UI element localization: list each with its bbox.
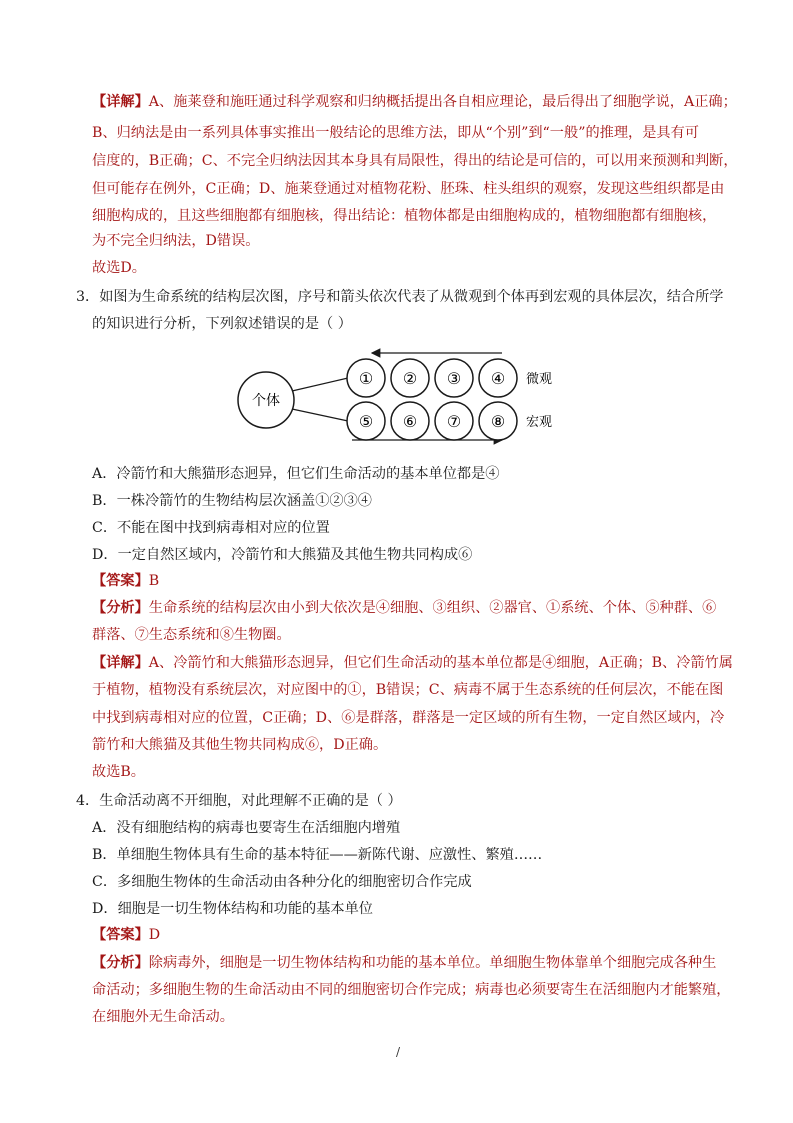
question-stem: 的知识进行分析，下列叙述错误的是（ ）: [92, 316, 352, 332]
analysis-line: 群落、⑦生态系统和⑧生物圈。: [92, 627, 291, 643]
option: C．不能在图中找到病毒相对应的位置: [92, 520, 330, 536]
option: D．细胞是一切生物体结构和功能的基本单位: [92, 901, 373, 917]
analysis-line: 【分析】除病毒外，细胞是一切生物体结构和功能的基本单位。单细胞生物体靠单个细胞完成各种生: [92, 955, 717, 971]
question-stem: 3．如图为生命系统的结构层次图，序号和箭头依次代表了从微观到个体再到宏观的具体层次，结合所学: [76, 289, 724, 305]
analysis-line: 命活动；多细胞生物的生命活动由不同的细胞密切合作完成；病毒也必须要寄生在活细胞内才能繁殖，: [92, 982, 731, 998]
detail-tag: 【详解】: [92, 655, 149, 671]
connector-bottom: [292, 409, 348, 421]
conclusion: 故选B。: [92, 764, 145, 780]
option: D．一定自然区域内，冷箭竹和大熊猫及其他生物共同构成⑥: [92, 547, 473, 563]
detail-line: 【详解】A、施莱登和施旺通过科学观察和归纳概括提出各自相应理论，最后得出了细胞学说，A正确；: [92, 94, 737, 110]
level-label: ⑥: [402, 412, 418, 431]
analysis-line: 【分析】生命系统的结构层次由小到大依次是④细胞、③组织、②器官、①系统、个体、⑤种群、⑥: [92, 600, 717, 616]
connector-top: [292, 378, 348, 391]
macro-label: 宏观: [526, 415, 553, 430]
detail-line: 细胞构成的，且这些细胞都有细胞核，得出结论：植物体都是由细胞构成的，植物细胞都有细胞核，: [92, 208, 717, 224]
detail-line: 中找到病毒相对应的位置，C正确；D、⑥是群落，群落是一定区域的所有生物，一定自然区域内，冷: [92, 710, 725, 726]
page-footer: /: [396, 1045, 401, 1059]
conclusion: 故选D。: [92, 260, 146, 276]
hierarchy-diagram: [230, 345, 570, 445]
detail-line: B、归纳法是由一系列具体事实推出一般结论的思维方法，即从“个别”到“一般”的推理，是具有可: [92, 125, 699, 141]
level-label: ③: [446, 369, 462, 388]
analysis-line: 在细胞外无生命活动。: [92, 1009, 234, 1025]
detail-tag: 【详解】: [92, 94, 149, 110]
option: A．冷箭竹和大熊猫形态迥异，但它们生命活动的基本单位都是④: [92, 466, 500, 482]
level-label: ②: [402, 369, 418, 388]
detail-line: 【详解】A、冷箭竹和大熊猫形态迥异，但它们生命活动的基本单位都是④细胞，A正确；B、冷箭竹属: [92, 655, 733, 671]
option: C．多细胞生物体的生命活动由各种分化的细胞密切合作完成: [92, 874, 472, 890]
level-label: ④: [490, 369, 506, 388]
detail-line: 信度的，B正确；C、不完全归纳法因其本身具有局限性，得出的结论是可信的，可以用来预测和判断，: [92, 153, 738, 169]
detail-line: 为不完全归纳法，D错误。: [92, 233, 260, 249]
analysis-tag: 【分析】: [92, 955, 149, 971]
answer-value: D: [148, 927, 161, 943]
level-label: ⑦: [446, 412, 462, 431]
micro-label: 微观: [526, 372, 553, 387]
analysis-tag: 【分析】: [92, 600, 149, 616]
option: B．一株冷箭竹的生物结构层次涵盖①②③④: [92, 493, 372, 509]
question-stem: 4．生命活动离不开细胞，对此理解不正确的是（ ）: [76, 793, 402, 809]
answer-tag: 【答案】: [92, 573, 149, 589]
detail-line: 于植物，植物没有系统层次，对应图中的①，B错误；C、病毒不属于生态系统的任何层次，不能在图: [92, 682, 724, 698]
option: B．单细胞生物体具有生命的基本特征——新陈代谢、应激性、繁殖……: [92, 847, 543, 863]
answer-tag: 【答案】: [92, 927, 149, 943]
detail-line: 但可能存在例外，C正确；D、施莱登通过对植物花粉、胚珠、柱头组织的观察，发现这些组织都是由: [92, 181, 725, 197]
answer-value: B: [148, 573, 160, 589]
answer-line: [92, 925, 160, 945]
level-label: ⑧: [490, 412, 506, 431]
answer-line: [92, 571, 159, 591]
center-label: 个体: [252, 393, 280, 409]
level-label: ①: [358, 369, 374, 388]
option: A．没有细胞结构的病毒也要寄生在活细胞内增殖: [92, 820, 401, 836]
level-label: ⑤: [358, 412, 374, 431]
detail-line: 箭竹和大熊猫及其他生物共同构成⑥，D正确。: [92, 737, 388, 753]
